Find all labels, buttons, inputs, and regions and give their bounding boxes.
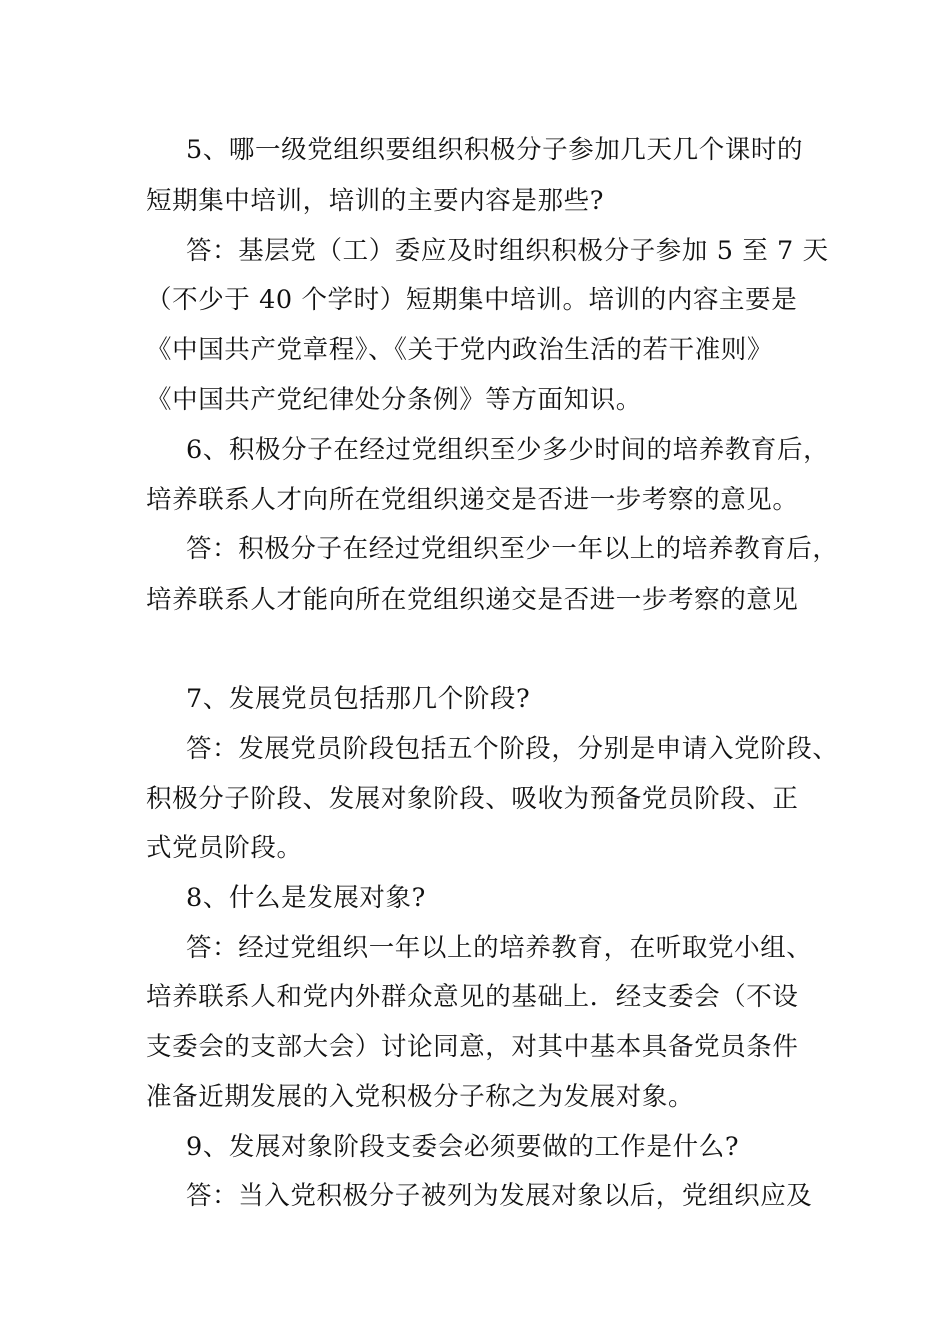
- answer-8-line-1: 答：经过党组织一年以上的培养教育，在听取党小组、: [186, 933, 813, 963]
- answer-8-line-3: 支委会的支部大会）讨论同意，对其中基本具备党员条件: [146, 1032, 799, 1062]
- answer-8-line-2: 培养联系人和党内外群众意见的基础上．经支委会（不设: [146, 982, 799, 1012]
- answer-5-line-2: （不少于 40 个学时）短期集中培训。培训的内容主要是: [146, 285, 798, 315]
- answer-7-line-2: 积极分子阶段、发展对象阶段、吸收为预备党员阶段、正: [146, 784, 799, 814]
- question-5-line-2: 短期集中培训，培训的主要内容是那些?: [146, 186, 604, 216]
- question-5-line-1: 5、哪一级党组织要组织积极分子参加几天几个课时的: [186, 135, 804, 165]
- question-7-line-1: 7、发展党员包括那几个阶段?: [186, 684, 531, 714]
- answer-7-line-3: 式党员阶段。: [146, 833, 303, 863]
- question-9-line-1: 9、发展对象阶段支委会必须要做的工作是什么?: [186, 1132, 740, 1162]
- question-6-line-2: 培养联系人才向所在党组织递交是否进一步考察的意见。: [146, 485, 799, 515]
- answer-5-line-1: 答：基层党（工）委应及时组织积极分子参加 5 至 7 天: [186, 236, 829, 266]
- question-6-line-1: 6、积极分子在经过党组织至少多少时间的培养教育后，: [186, 435, 830, 465]
- question-8-line-1: 8、什么是发展对象?: [186, 883, 426, 913]
- answer-8-line-4: 准备近期发展的入党积极分子称之为发展对象。: [146, 1082, 695, 1112]
- answer-6-line-2: 培养联系人才能向所在党组织递交是否进一步考察的意见: [146, 585, 799, 615]
- answer-5-line-4: 《中国共产党纪律处分条例》等方面知识。: [146, 385, 642, 415]
- answer-9-line-1: 答：当入党积极分子被列为发展对象以后，党组织应及: [186, 1181, 813, 1211]
- answer-7-line-1: 答：发展党员阶段包括五个阶段，分别是申请入党阶段、: [186, 734, 839, 764]
- answer-6-line-1: 答：积极分子在经过党组织至少一年以上的培养教育后，: [186, 534, 839, 564]
- answer-5-line-3: 《中国共产党章程》、《关于党内政治生活的若干准则》: [146, 335, 774, 365]
